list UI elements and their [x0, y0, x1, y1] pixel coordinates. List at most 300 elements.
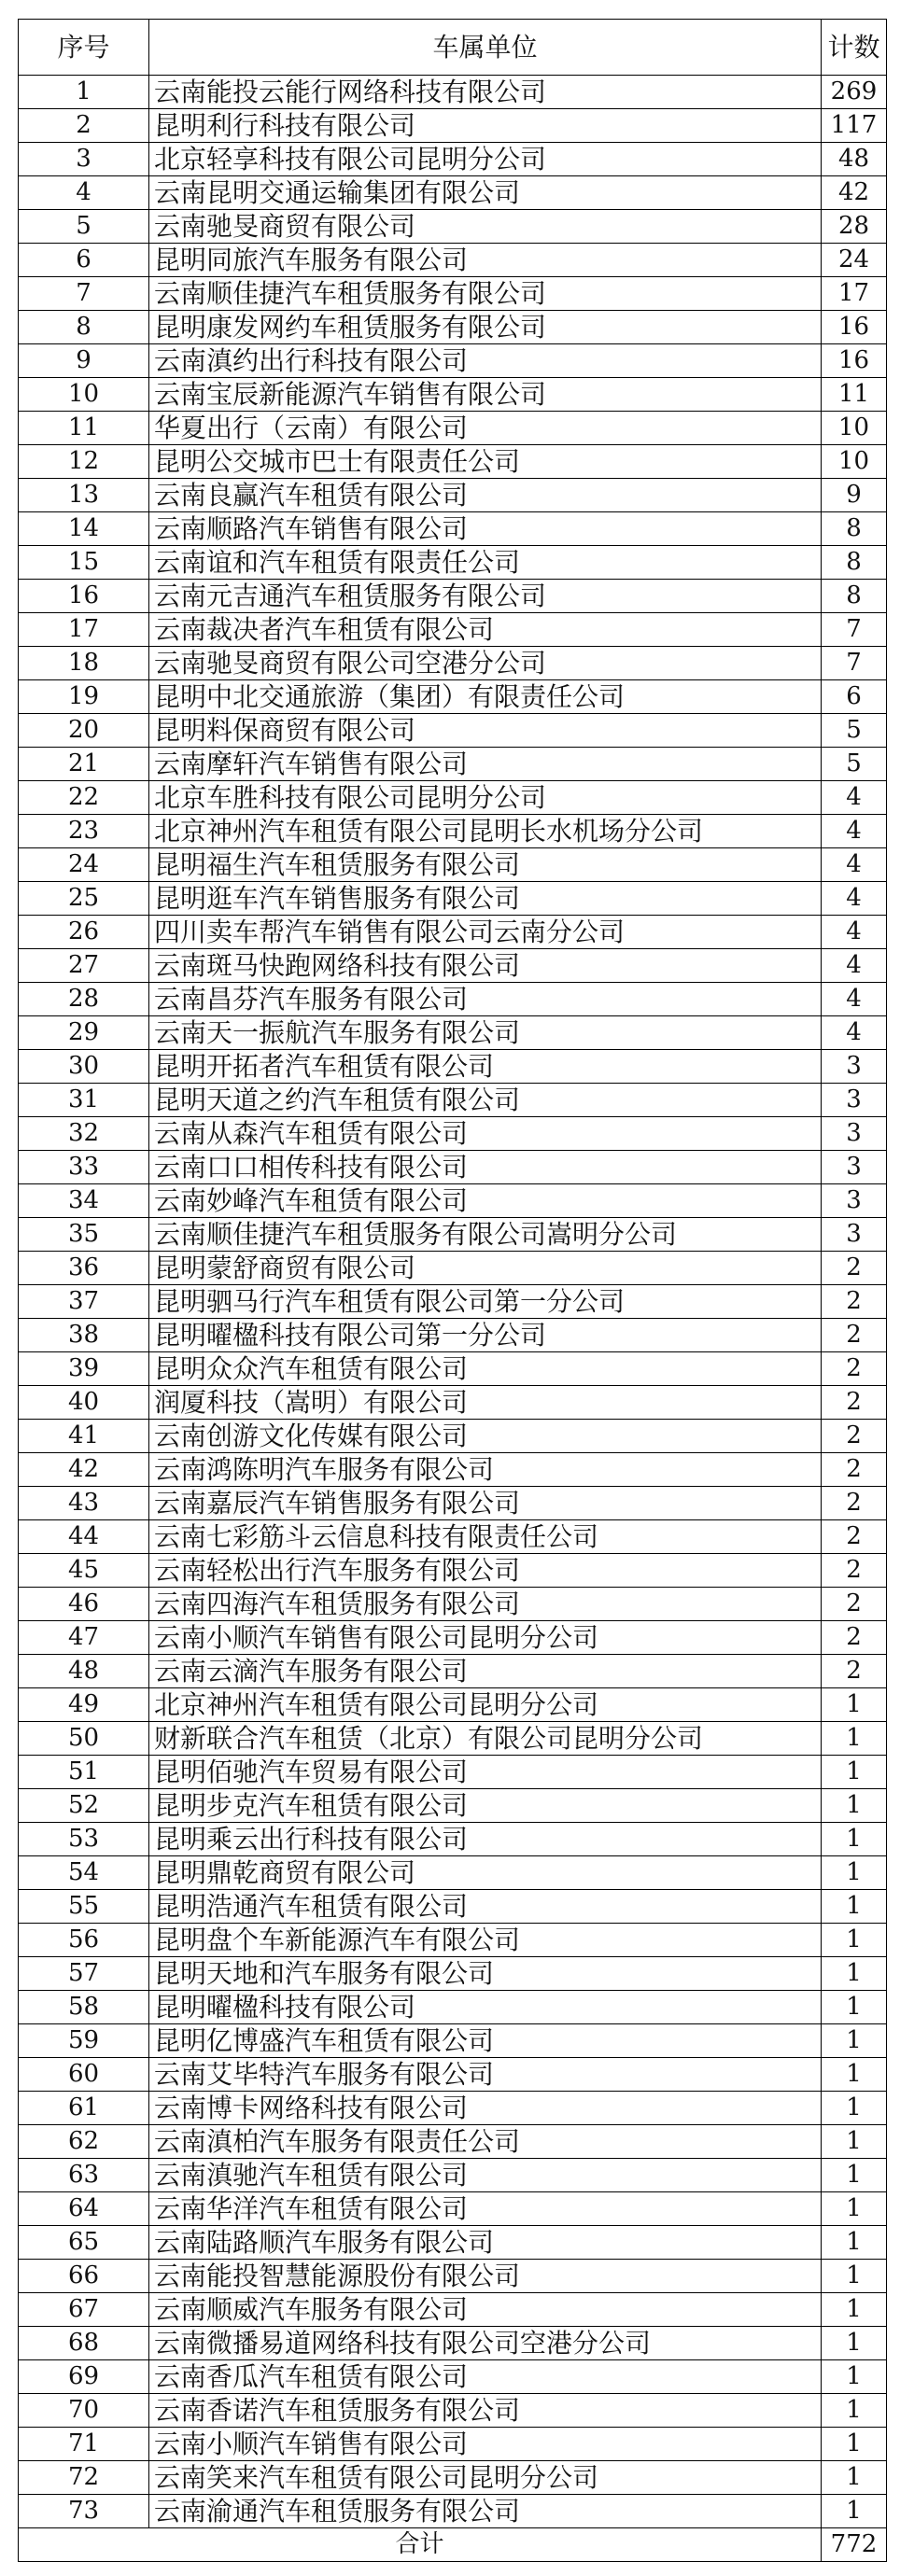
table-row [19, 1588, 887, 1621]
row-number: 14 [19, 512, 149, 546]
row-number: 33 [19, 1151, 149, 1184]
vehicle-owner-unit: 昆明逛车汽车销售服务有限公司 [149, 882, 822, 916]
table-row [19, 916, 887, 949]
row-number: 70 [19, 2394, 149, 2428]
table-row [19, 2092, 887, 2125]
vehicle-count: 17 [822, 277, 887, 311]
vehicle-owner-unit: 云南七彩筋斗云信息科技有限责任公司 [149, 1520, 822, 1554]
row-number: 54 [19, 1856, 149, 1890]
vehicle-count: 1 [822, 2495, 887, 2528]
table-row [19, 2360, 887, 2394]
vehicle-owner-unit: 昆明福生汽车租赁服务有限公司 [149, 848, 822, 882]
vehicle-count: 1 [822, 2428, 887, 2461]
vehicle-owner-unit: 云南口口相传科技有限公司 [149, 1151, 822, 1184]
table-row [19, 1688, 887, 1722]
vehicle-count: 42 [822, 176, 887, 210]
vehicle-owner-unit: 北京神州汽车租赁有限公司昆明分公司 [149, 1688, 822, 1722]
row-number: 62 [19, 2125, 149, 2159]
row-number: 53 [19, 1823, 149, 1856]
vehicle-owner-unit: 云南博卡网络科技有限公司 [149, 2092, 822, 2125]
row-number: 10 [19, 378, 149, 412]
vehicle-owner-unit: 云南摩轩汽车销售有限公司 [149, 748, 822, 781]
vehicle-owner-unit: 云南宝辰新能源汽车销售有限公司 [149, 378, 822, 412]
vehicle-owner-unit: 云南滇驰汽车租赁有限公司 [149, 2159, 822, 2192]
row-number: 2 [19, 109, 149, 143]
table-row [19, 2495, 887, 2528]
vehicle-count: 4 [822, 848, 887, 882]
vehicle-count: 2 [822, 1252, 887, 1285]
vehicle-count: 48 [822, 143, 887, 176]
table-row [19, 2461, 887, 2495]
vehicle-count: 1 [822, 2092, 887, 2125]
row-number: 63 [19, 2159, 149, 2192]
vehicle-owner-unit: 云南陆路顺汽车服务有限公司 [149, 2226, 822, 2260]
vehicle-owner-unit: 昆明鼎乾商贸有限公司 [149, 1856, 822, 1890]
table-row [19, 1016, 887, 1050]
vehicle-owner-unit: 云南昆明交通运输集团有限公司 [149, 176, 822, 210]
vehicle-owner-unit: 润厦科技（嵩明）有限公司 [149, 1386, 822, 1420]
row-number: 21 [19, 748, 149, 781]
row-number: 36 [19, 1252, 149, 1285]
table-row [19, 2226, 887, 2260]
vehicle-owner-unit: 昆明蒙舒商贸有限公司 [149, 1252, 822, 1285]
vehicle-count: 2 [822, 1487, 887, 1520]
row-number: 4 [19, 176, 149, 210]
table-row [19, 344, 887, 378]
vehicle-count: 3 [822, 1151, 887, 1184]
vehicle-count: 1 [822, 2394, 887, 2428]
vehicle-count: 16 [822, 344, 887, 378]
table-row [19, 1285, 887, 1319]
vehicle-owner-unit: 云南滇柏汽车服务有限责任公司 [149, 2125, 822, 2159]
table-row [19, 479, 887, 512]
vehicle-count: 3 [822, 1184, 887, 1218]
row-number: 43 [19, 1487, 149, 1520]
row-number: 16 [19, 580, 149, 613]
vehicle-count: 1 [822, 1924, 887, 1957]
vehicle-count: 2 [822, 1554, 887, 1588]
vehicle-owner-unit: 云南天一振航汽车服务有限公司 [149, 1016, 822, 1050]
vehicle-owner-unit: 云南小顺汽车销售有限公司昆明分公司 [149, 1621, 822, 1655]
table-row [19, 1890, 887, 1924]
table-row [19, 412, 887, 445]
table-row [19, 748, 887, 781]
vehicle-count: 2 [822, 1655, 887, 1688]
row-number: 32 [19, 1117, 149, 1151]
row-number: 15 [19, 546, 149, 580]
vehicle-owner-unit: 云南香诺汽车租赁服务有限公司 [149, 2394, 822, 2428]
table-row [19, 2125, 887, 2159]
header-unit: 车属单位 [149, 20, 822, 76]
vehicle-owner-unit: 云南笑来汽车租赁有限公司昆明分公司 [149, 2461, 822, 2495]
table-row [19, 580, 887, 613]
row-number: 66 [19, 2260, 149, 2293]
vehicle-count: 1 [822, 2260, 887, 2293]
vehicle-owner-unit: 云南四海汽车租赁服务有限公司 [149, 1588, 822, 1621]
row-number: 29 [19, 1016, 149, 1050]
table-row [19, 1655, 887, 1688]
total-label: 合计 [19, 2528, 822, 2562]
row-number: 61 [19, 2092, 149, 2125]
vehicle-count: 1 [822, 2226, 887, 2260]
vehicle-owner-unit: 昆明同旅汽车服务有限公司 [149, 244, 822, 277]
vehicle-owner-unit: 云南嘉辰汽车销售服务有限公司 [149, 1487, 822, 1520]
row-number: 49 [19, 1688, 149, 1722]
vehicle-owner-unit: 昆明曜楹科技有限公司第一分公司 [149, 1319, 822, 1352]
header-index: 序号 [19, 20, 149, 76]
row-number: 20 [19, 714, 149, 748]
table-header [19, 20, 887, 76]
vehicle-count: 1 [822, 2192, 887, 2226]
vehicle-owner-unit: 北京车胜科技有限公司昆明分公司 [149, 781, 822, 815]
row-number: 68 [19, 2327, 149, 2360]
table-row [19, 949, 887, 983]
vehicle-owner-unit: 昆明料保商贸有限公司 [149, 714, 822, 748]
table-row [19, 1722, 887, 1756]
vehicle-owner-unit: 昆明开拓者汽车租赁有限公司 [149, 1050, 822, 1084]
total-row [19, 2528, 887, 2562]
table-row [19, 2192, 887, 2226]
table-row [19, 176, 887, 210]
vehicle-count: 7 [822, 613, 887, 647]
vehicle-owner-unit: 云南顺佳捷汽车租赁服务有限公司 [149, 277, 822, 311]
table-row [19, 1756, 887, 1789]
row-number: 51 [19, 1756, 149, 1789]
row-number: 60 [19, 2058, 149, 2092]
vehicle-count: 1 [822, 2058, 887, 2092]
row-number: 39 [19, 1352, 149, 1386]
row-number: 71 [19, 2428, 149, 2461]
vehicle-count: 1 [822, 1722, 887, 1756]
vehicle-count: 4 [822, 916, 887, 949]
vehicle-count: 7 [822, 647, 887, 680]
vehicle-count: 8 [822, 580, 887, 613]
vehicle-count: 10 [822, 445, 887, 479]
vehicle-count: 3 [822, 1218, 887, 1252]
table-row [19, 1218, 887, 1252]
vehicle-owner-unit: 昆明中北交通旅游（集团）有限责任公司 [149, 680, 822, 714]
vehicle-count: 1 [822, 1823, 887, 1856]
row-number: 69 [19, 2360, 149, 2394]
table-footer [19, 2528, 887, 2562]
vehicle-owner-unit: 北京轻享科技有限公司昆明分公司 [149, 143, 822, 176]
vehicle-count: 2 [822, 1285, 887, 1319]
table-row [19, 882, 887, 916]
table-row [19, 647, 887, 680]
vehicle-count: 1 [822, 1856, 887, 1890]
vehicle-count: 117 [822, 109, 887, 143]
vehicle-count: 2 [822, 1621, 887, 1655]
table-row [19, 76, 887, 109]
row-number: 55 [19, 1890, 149, 1924]
vehicle-owner-unit: 华夏出行（云南）有限公司 [149, 412, 822, 445]
vehicle-owner-unit: 云南鸿陈明汽车服务有限公司 [149, 1453, 822, 1487]
vehicle-owner-unit: 云南元吉通汽车租赁服务有限公司 [149, 580, 822, 613]
vehicle-owner-unit: 云南驰旻商贸有限公司空港分公司 [149, 647, 822, 680]
row-number: 48 [19, 1655, 149, 1688]
vehicle-owner-unit: 云南昌芬汽车服务有限公司 [149, 983, 822, 1016]
table-row [19, 1453, 887, 1487]
vehicle-owner-table [18, 19, 887, 2562]
table-row [19, 1554, 887, 1588]
vehicle-count: 1 [822, 1957, 887, 1991]
table-row [19, 1957, 887, 1991]
row-number: 50 [19, 1722, 149, 1756]
vehicle-owner-unit: 云南妙峰汽车租赁有限公司 [149, 1184, 822, 1218]
vehicle-owner-unit: 云南顺威汽车服务有限公司 [149, 2293, 822, 2327]
vehicle-owner-unit: 云南渝通汽车租赁服务有限公司 [149, 2495, 822, 2528]
vehicle-count: 269 [822, 76, 887, 109]
vehicle-count: 1 [822, 1991, 887, 2024]
vehicle-count: 2 [822, 1520, 887, 1554]
vehicle-owner-unit: 昆明天道之约汽车租赁有限公司 [149, 1084, 822, 1117]
vehicle-count: 10 [822, 412, 887, 445]
row-number: 17 [19, 613, 149, 647]
table-row [19, 2058, 887, 2092]
header-count: 计数 [822, 20, 887, 76]
vehicle-count: 1 [822, 2293, 887, 2327]
table-row [19, 2159, 887, 2192]
vehicle-owner-unit: 四川卖车帮汽车销售有限公司云南分公司 [149, 916, 822, 949]
vehicle-count: 4 [822, 882, 887, 916]
row-number: 7 [19, 277, 149, 311]
vehicle-owner-unit: 昆明佰驰汽车贸易有限公司 [149, 1756, 822, 1789]
vehicle-owner-unit: 云南能投云能行网络科技有限公司 [149, 76, 822, 109]
table-row [19, 2428, 887, 2461]
vehicle-owner-unit: 云南良赢汽车租赁有限公司 [149, 479, 822, 512]
table-row [19, 815, 887, 848]
row-number: 6 [19, 244, 149, 277]
vehicle-count: 1 [822, 2125, 887, 2159]
vehicle-owner-unit: 云南艾毕特汽车服务有限公司 [149, 2058, 822, 2092]
row-number: 72 [19, 2461, 149, 2495]
table-row [19, 512, 887, 546]
row-number: 26 [19, 916, 149, 949]
row-number: 56 [19, 1924, 149, 1957]
table-row [19, 1487, 887, 1520]
vehicle-count: 2 [822, 1420, 887, 1453]
vehicle-count: 1 [822, 1890, 887, 1924]
vehicle-owner-unit: 云南能投智慧能源股份有限公司 [149, 2260, 822, 2293]
table-row [19, 1184, 887, 1218]
table-row [19, 1352, 887, 1386]
vehicle-count: 4 [822, 949, 887, 983]
table-row [19, 210, 887, 244]
vehicle-owner-unit: 云南微播易道网络科技有限公司空港分公司 [149, 2327, 822, 2360]
vehicle-owner-unit: 云南从森汽车租赁有限公司 [149, 1117, 822, 1151]
vehicle-owner-unit: 云南顺佳捷汽车租赁服务有限公司嵩明分公司 [149, 1218, 822, 1252]
table-row [19, 1386, 887, 1420]
vehicle-count: 5 [822, 748, 887, 781]
row-number: 3 [19, 143, 149, 176]
vehicle-owner-unit: 昆明盘个车新能源汽车有限公司 [149, 1924, 822, 1957]
vehicle-owner-unit: 云南华洋汽车租赁有限公司 [149, 2192, 822, 2226]
row-number: 13 [19, 479, 149, 512]
row-number: 30 [19, 1050, 149, 1084]
vehicle-count: 2 [822, 1386, 887, 1420]
vehicle-count: 1 [822, 2327, 887, 2360]
vehicle-owner-unit: 云南顺路汽车销售有限公司 [149, 512, 822, 546]
row-number: 65 [19, 2226, 149, 2260]
table-row [19, 1420, 887, 1453]
table-row [19, 983, 887, 1016]
vehicle-count: 4 [822, 983, 887, 1016]
row-number: 28 [19, 983, 149, 1016]
vehicle-count: 24 [822, 244, 887, 277]
row-number: 24 [19, 848, 149, 882]
vehicle-count: 1 [822, 1688, 887, 1722]
vehicle-owner-unit: 昆明众众汽车租赁有限公司 [149, 1352, 822, 1386]
vehicle-owner-unit: 财新联合汽车租赁（北京）有限公司昆明分公司 [149, 1722, 822, 1756]
vehicle-owner-unit: 北京神州汽车租赁有限公司昆明长水机场分公司 [149, 815, 822, 848]
row-number: 27 [19, 949, 149, 983]
vehicle-count: 4 [822, 1016, 887, 1050]
table-row [19, 680, 887, 714]
vehicle-count: 1 [822, 1789, 887, 1823]
row-number: 9 [19, 344, 149, 378]
row-number: 12 [19, 445, 149, 479]
vehicle-owner-unit: 昆明利行科技有限公司 [149, 109, 822, 143]
table-row [19, 1621, 887, 1655]
vehicle-owner-unit: 昆明公交城市巴士有限责任公司 [149, 445, 822, 479]
table-row [19, 613, 887, 647]
vehicle-count: 3 [822, 1117, 887, 1151]
vehicle-owner-unit: 昆明步克汽车租赁有限公司 [149, 1789, 822, 1823]
total-count: 772 [822, 2528, 887, 2562]
vehicle-count: 2 [822, 1453, 887, 1487]
vehicle-owner-unit: 昆明曜楹科技有限公司 [149, 1991, 822, 2024]
vehicle-owner-unit: 昆明乘云出行科技有限公司 [149, 1823, 822, 1856]
row-number: 41 [19, 1420, 149, 1453]
vehicle-owner-unit: 云南云滴汽车服务有限公司 [149, 1655, 822, 1688]
row-number: 31 [19, 1084, 149, 1117]
vehicle-count: 5 [822, 714, 887, 748]
table-row [19, 311, 887, 344]
row-number: 57 [19, 1957, 149, 1991]
header-row [19, 20, 887, 76]
vehicle-owner-unit: 云南驰旻商贸有限公司 [149, 210, 822, 244]
table-row [19, 378, 887, 412]
table-row [19, 1823, 887, 1856]
vehicle-count: 2 [822, 1588, 887, 1621]
table-row [19, 277, 887, 311]
row-number: 1 [19, 76, 149, 109]
table-row [19, 546, 887, 580]
row-number: 67 [19, 2293, 149, 2327]
table-row [19, 1856, 887, 1890]
vehicle-count: 9 [822, 479, 887, 512]
vehicle-owner-unit: 昆明康发网约车租赁服务有限公司 [149, 311, 822, 344]
table-row [19, 1252, 887, 1285]
vehicle-owner-unit: 云南裁决者汽车租赁有限公司 [149, 613, 822, 647]
row-number: 34 [19, 1184, 149, 1218]
table-row [19, 109, 887, 143]
table-row [19, 848, 887, 882]
vehicle-count: 8 [822, 546, 887, 580]
row-number: 38 [19, 1319, 149, 1352]
vehicle-count: 1 [822, 1756, 887, 1789]
row-number: 11 [19, 412, 149, 445]
table-row [19, 1117, 887, 1151]
row-number: 37 [19, 1285, 149, 1319]
vehicle-owner-unit: 云南滇约出行科技有限公司 [149, 344, 822, 378]
vehicle-count: 28 [822, 210, 887, 244]
vehicle-owner-unit: 昆明天地和汽车服务有限公司 [149, 1957, 822, 1991]
vehicle-owner-unit: 云南创游文化传媒有限公司 [149, 1420, 822, 1453]
row-number: 22 [19, 781, 149, 815]
row-number: 25 [19, 882, 149, 916]
vehicle-owner-unit: 昆明浩通汽车租赁有限公司 [149, 1890, 822, 1924]
row-number: 45 [19, 1554, 149, 1588]
vehicle-count: 8 [822, 512, 887, 546]
table-row [19, 1319, 887, 1352]
vehicle-owner-unit: 云南小顺汽车销售有限公司 [149, 2428, 822, 2461]
row-number: 64 [19, 2192, 149, 2226]
table-row [19, 2024, 887, 2058]
table-row [19, 1050, 887, 1084]
vehicle-owner-unit: 昆明亿博盛汽车租赁有限公司 [149, 2024, 822, 2058]
row-number: 5 [19, 210, 149, 244]
vehicle-count: 2 [822, 1352, 887, 1386]
vehicle-count: 1 [822, 2024, 887, 2058]
table-row [19, 2260, 887, 2293]
row-number: 40 [19, 1386, 149, 1420]
vehicle-count: 4 [822, 781, 887, 815]
vehicle-owner-unit: 云南轻松出行汽车服务有限公司 [149, 1554, 822, 1588]
vehicle-owner-unit: 云南香瓜汽车租赁有限公司 [149, 2360, 822, 2394]
table-row [19, 1991, 887, 2024]
vehicle-owner-unit: 云南谊和汽车租赁有限责任公司 [149, 546, 822, 580]
vehicle-count: 3 [822, 1050, 887, 1084]
row-number: 47 [19, 1621, 149, 1655]
table-row [19, 2327, 887, 2360]
row-number: 46 [19, 1588, 149, 1621]
row-number: 42 [19, 1453, 149, 1487]
row-number: 8 [19, 311, 149, 344]
table-body [19, 76, 887, 2528]
table-row [19, 1151, 887, 1184]
row-number: 18 [19, 647, 149, 680]
row-number: 52 [19, 1789, 149, 1823]
table-row [19, 1520, 887, 1554]
table-row [19, 143, 887, 176]
row-number: 23 [19, 815, 149, 848]
row-number: 35 [19, 1218, 149, 1252]
vehicle-count: 1 [822, 2360, 887, 2394]
table-row [19, 781, 887, 815]
table-row [19, 1924, 887, 1957]
row-number: 59 [19, 2024, 149, 2058]
vehicle-owner-unit: 昆明驷马行汽车租赁有限公司第一分公司 [149, 1285, 822, 1319]
table-row [19, 1084, 887, 1117]
vehicle-count: 6 [822, 680, 887, 714]
table-row [19, 2394, 887, 2428]
vehicle-count: 4 [822, 815, 887, 848]
vehicle-count: 1 [822, 2461, 887, 2495]
row-number: 73 [19, 2495, 149, 2528]
table-row [19, 1789, 887, 1823]
table-row [19, 2293, 887, 2327]
row-number: 19 [19, 680, 149, 714]
vehicle-count: 3 [822, 1084, 887, 1117]
vehicle-count: 11 [822, 378, 887, 412]
row-number: 44 [19, 1520, 149, 1554]
vehicle-count: 2 [822, 1319, 887, 1352]
vehicle-count: 1 [822, 2159, 887, 2192]
table-row [19, 244, 887, 277]
row-number: 58 [19, 1991, 149, 2024]
vehicle-owner-unit: 云南斑马快跑网络科技有限公司 [149, 949, 822, 983]
